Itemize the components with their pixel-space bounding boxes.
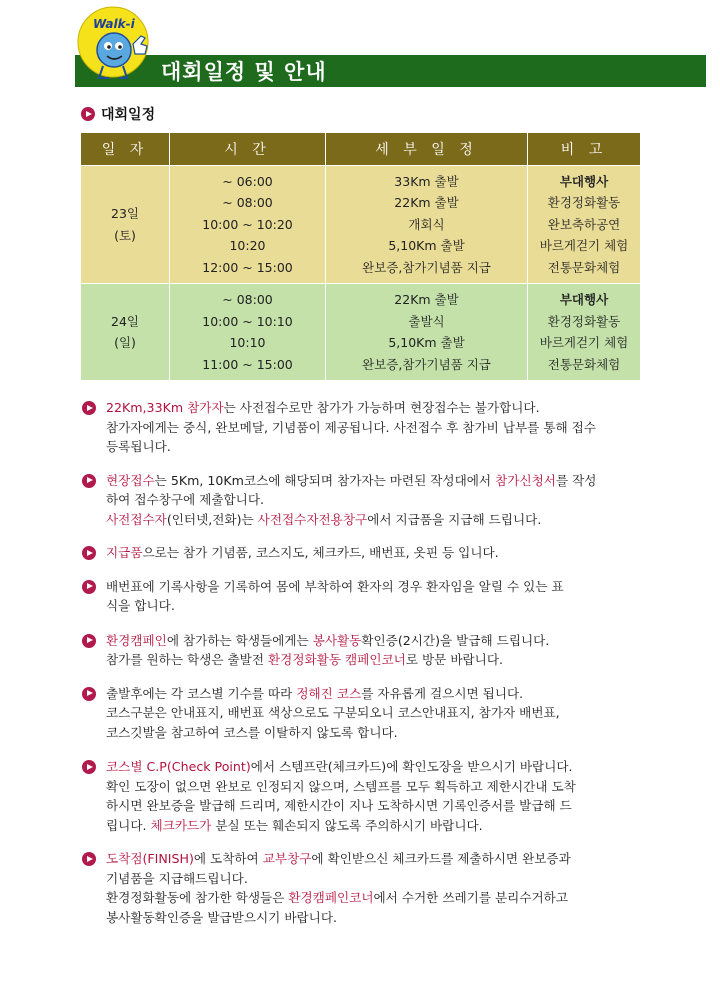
note-line [106,437,596,457]
detail-entry: 22Km 출발 [394,292,459,307]
note-segment: 출발후에는 각 코스별 기수를 따라 [106,685,297,701]
arrow-bullet-icon [81,107,95,121]
note-segment: 에서 수거한 쓰레기를 분리수거하고 [373,890,568,905]
table-row [81,284,641,381]
note-segment: (인터넷,전화)는 [166,511,258,527]
arrow-bullet-icon [82,852,96,866]
remarks-title: 부대행사 [559,292,609,307]
note-item [82,684,642,743]
note-line [106,757,576,777]
note-line [106,908,571,928]
time-entry: 12:00 ~ 15:00 [202,259,293,275]
column-header-remarks: 비 고 [528,133,641,166]
note-item [82,631,642,670]
table-row [81,166,641,284]
highlighted-text: 도착점(FINISH) [106,851,194,866]
highlighted-text: 참가신청서 [495,472,556,488]
time-entry: ~ 06:00 [222,173,273,189]
note-segment: 코스깃발을 참고하여 코스를 이탈하지 않도록 합니다. [106,724,398,740]
note-segment: 를 자유롭게 걸으시면 됩니다. [361,685,524,701]
note-segment: 확인증(2시간)을 발급해 드립니다. [361,632,550,648]
note-segment: 확인 도장이 없으면 완보로 인정되지 않으며, 스템프를 모두 획득하고 제한시간내 도착 [106,778,576,794]
note-text [106,543,499,563]
note-segment: 으로는 참가 기념품, 코스지도, 체크카드, 배번표, 옷핀 등 입니다. [142,545,499,560]
note-segment: 봉사활동확인증을 발급받으시기 바랍니다. [106,909,337,925]
note-segment: 에 도착하여 [193,851,263,866]
note-text [106,684,560,743]
column-header-date: 일 자 [81,133,170,166]
highlighted-text: 환경정화활동 캠페인코너 [268,652,406,667]
table-header-row [81,133,641,166]
highlighted-text: 사전접수자전용창구 [257,511,368,527]
remark-entry: 바르게걷기 체험 [539,238,629,254]
note-segment: 립니다. [106,817,151,833]
remark-entry: 환경정화활동 [547,195,621,211]
time-cell [170,284,326,381]
note-line [106,888,571,908]
highlighted-text: 교부창구 [262,851,312,866]
time-entry: 10:20 [229,238,266,254]
walk-i-mascot-icon [75,4,161,84]
note-line [106,490,596,510]
logo-text: Walk-i [93,17,135,31]
page-title: 대회일정 및 안내 [161,60,327,84]
time-entry: ~ 08:00 [222,195,273,211]
date-weekday: (토) [114,227,136,243]
highlighted-text: 체크카드가 [150,817,212,833]
note-segment: 는 사전접수로만 참가가 가능하며 현장접수는 불가합니다. [223,400,540,415]
detail-entry: 22Km 출발 [394,195,459,211]
note-segment: 는 5Km, 10Km코스에 해당되며 참가자는 마련된 작성대에서 [154,472,496,488]
remark-entry: 전통문화체험 [547,356,621,372]
note-line [106,796,576,816]
note-item [82,398,642,457]
note-line [106,471,596,491]
highlighted-text: 환경캠페인 [106,632,167,648]
time-entry: 10:00 ~ 10:10 [202,313,293,329]
note-line [106,398,596,418]
date-cell [81,284,170,381]
detail-entry: 개회식 [408,216,445,232]
note-line [106,816,576,836]
note-line [106,869,571,889]
note-text [106,471,596,530]
section-heading [81,104,155,124]
date-day: 23일 [111,206,139,221]
column-header-time: 시 간 [170,133,326,166]
date-day: 24일 [111,313,139,329]
arrow-bullet-icon [82,546,96,560]
remarks-cell [528,166,641,284]
note-segment: 에서 지급품을 지급해 드립니다. [367,511,542,527]
note-text [106,757,576,835]
note-line [106,723,560,743]
remark-entry: 완보축하공연 [547,216,621,232]
detail-entry: 완보증,참가기념품 지급 [362,259,491,275]
highlighted-text: 지급품 [106,545,143,560]
note-item [82,577,642,616]
time-entry: 11:00 ~ 15:00 [202,356,293,372]
time-entry: 10:00 ~ 10:20 [202,216,293,232]
note-segment: 식을 합니다. [106,598,175,613]
note-line [106,849,571,869]
arrow-bullet-icon [82,634,96,648]
time-entry: 10:10 [229,335,266,350]
note-line [106,777,576,797]
note-text [106,577,564,616]
note-line [106,510,596,530]
note-segment: 에 참가하는 학생들에게는 [166,632,313,648]
note-text [106,849,571,927]
note-segment: 분실 또는 훼손되지 않도록 주의하시기 바랍니다. [211,817,483,833]
note-segment: 기념품을 지급해드립니다. [106,870,248,886]
header-bar [75,55,706,87]
note-segment: 에 확인받으신 체크카드를 제출하시면 완보증과 [311,851,571,866]
remarks-title: 부대행사 [559,173,609,189]
note-line [106,418,596,438]
highlighted-text: 현장접수 [106,472,155,488]
note-segment: 참가를 원하는 학생은 출발전 [106,652,268,667]
highlighted-text: 22Km,33Km 참가자 [106,400,224,415]
note-segment: 하여 접수창구에 제출합니다. [106,492,264,507]
note-segment: 코스구분은 안내표지, 배번표 색상으로도 구분되오니 코스안내표지, 참가자 배번표, [106,705,560,720]
arrow-bullet-icon [82,687,96,701]
note-item [82,543,642,563]
detail-entry: 5,10Km 출발 [388,335,465,350]
details-cell [326,166,528,284]
note-line [106,577,564,597]
note-segment: 환경정화활동에 참가한 학생들은 [106,890,289,905]
note-text [106,398,596,457]
highlighted-text: 환경캠페인코너 [288,890,374,905]
note-segment: 하시면 완보증을 발급해 드리며, 제한시간이 지나 도착하시면 기록인증서를 발급해 드 [106,798,572,813]
note-line [106,596,564,616]
note-line [106,543,499,563]
detail-entry: 완보증,참가기념품 지급 [362,356,491,372]
remark-entry: 전통문화체험 [547,259,621,275]
details-cell [326,284,528,381]
note-segment: 등록됩니다. [106,439,171,454]
column-header-details: 세 부 일 정 [326,133,528,166]
note-segment: 를 작성 [555,472,597,488]
note-segment: 배번표에 기록사항을 기록하여 몸에 부착하여 환자의 경우 환자임을 알릴 수 있는 표 [106,578,564,594]
time-cell [170,166,326,284]
note-segment: 로 방문 바랍니다. [405,652,503,667]
detail-entry: 5,10Km 출발 [388,238,465,254]
date-weekday: (일) [114,335,136,350]
note-item [82,757,642,835]
arrow-bullet-icon [82,760,96,774]
arrow-bullet-icon [82,401,96,415]
highlighted-text: 사전접수자 [106,511,167,527]
highlighted-text: 코스별 C.P(Check Point) [106,759,251,774]
date-cell [81,166,170,284]
highlighted-text: 봉사활동 [312,632,362,648]
detail-entry: 출발식 [408,313,445,329]
arrow-bullet-icon [82,580,96,594]
detail-entry: 33Km 출발 [394,173,459,189]
note-line [106,684,560,704]
note-line [106,703,560,723]
remark-entry: 환경정화활동 [547,313,621,329]
note-segment: 참가자에게는 중식, 완보메달, 기념품이 제공됩니다. 사전접수 후 참가비 납부를 통해 접수 [106,419,597,435]
note-item [82,849,642,927]
arrow-bullet-icon [82,474,96,488]
note-text [106,631,549,670]
remark-entry: 바르게걷기 체험 [539,335,629,350]
note-item [82,471,642,530]
note-line [106,650,549,670]
note-line [106,631,549,651]
notes-list [82,398,642,927]
remarks-cell [528,284,641,381]
time-entry: ~ 08:00 [222,292,273,307]
schedule-table [80,132,641,381]
section-title: 대회일정 [101,107,156,123]
note-segment: 에서 스템프란(체크카드)에 확인도장을 받으시기 바랍니다. [250,759,573,774]
highlighted-text: 정해진 코스 [296,685,362,701]
